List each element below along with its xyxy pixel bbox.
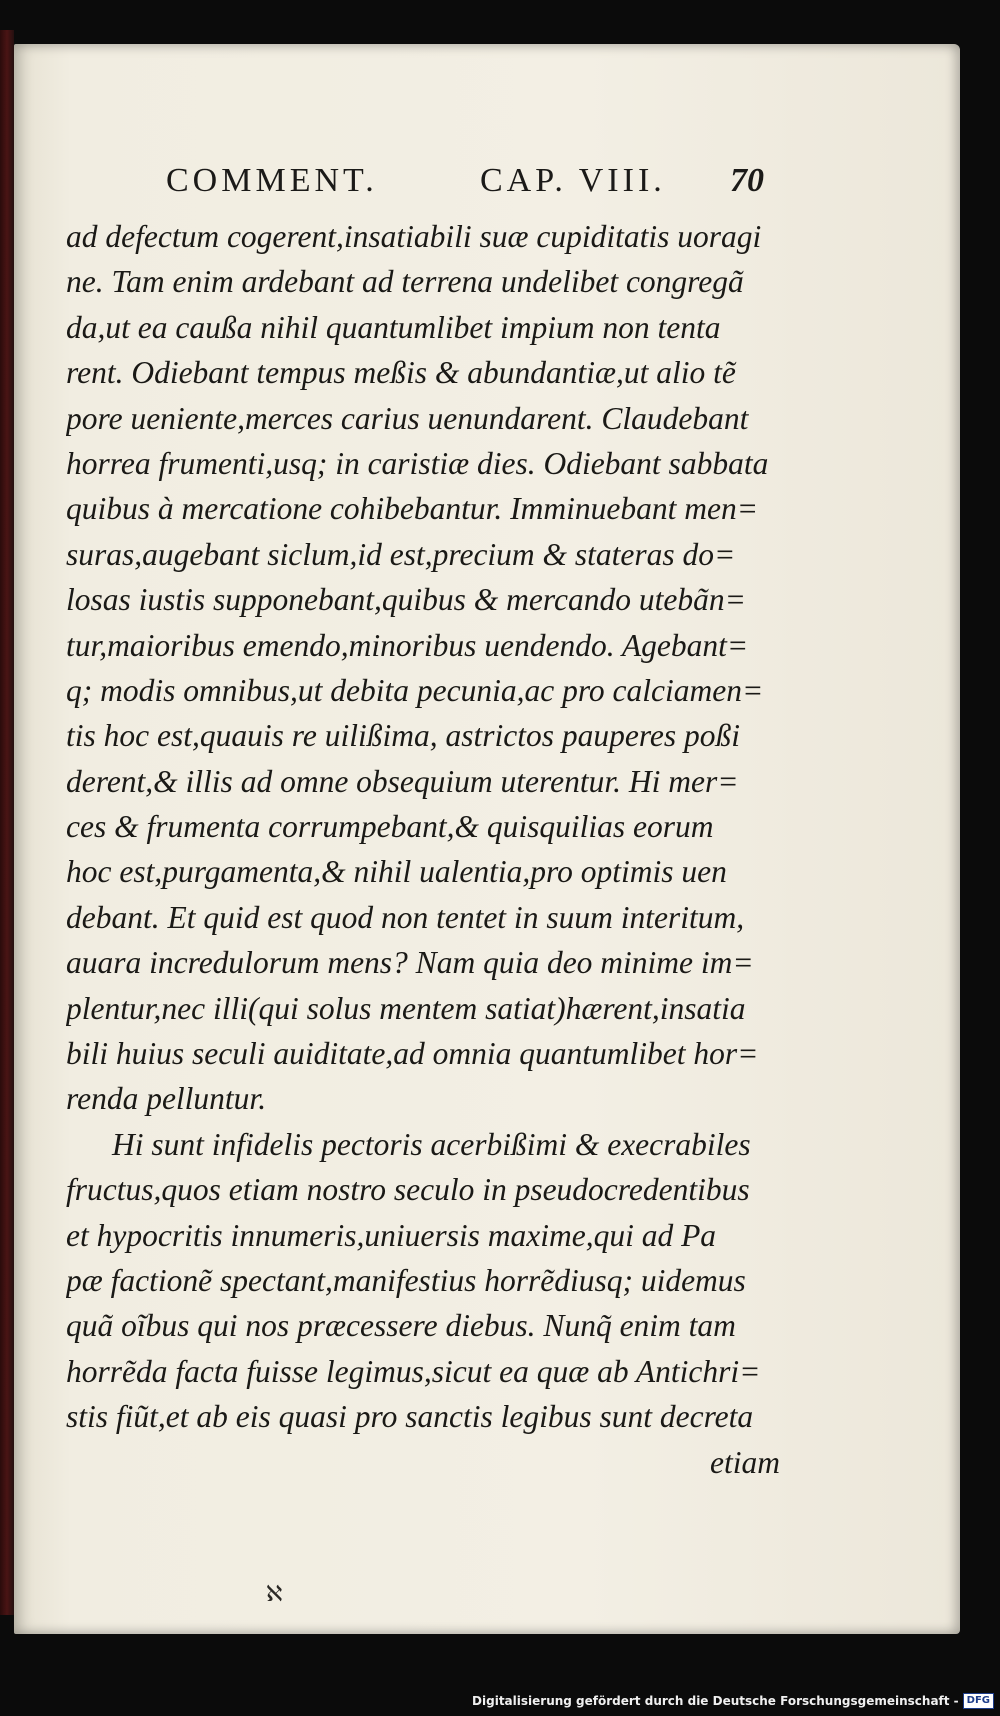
page-number: 70 [730, 162, 764, 199]
text-line: tur,maioribus emendo,minoribus uendendo. Agebant= [66, 627, 749, 663]
text-line: auara incredulorum mens? Nam quia deo minime im= [66, 945, 754, 981]
digitization-footer [472, 1692, 994, 1710]
text-line: ces & frumenta corrumpebant,& quisquilias eorum [66, 809, 714, 845]
page-body-text [66, 214, 786, 1485]
text-line: renda pelluntur. [66, 1081, 267, 1117]
running-head-title: COMMENT. [166, 162, 378, 199]
text-line: quã oĩbus qui nos præcessere diebus. Nunq̃ enim tam [66, 1308, 736, 1344]
text-line: pore ueniente,merces carius uenundarent. Claudebant [66, 400, 749, 436]
text-line: hoc est,purgamenta,& nihil ualentia,pro optimis uen [66, 854, 727, 890]
text-line: losas iustis supponebant,quibus & mercando utebãn= [66, 582, 746, 618]
text-line: stis fiũt,et ab eis quasi pro sanctis legibus sunt decreta [66, 1399, 754, 1435]
footer-credit-text: Digitalisierung gefördert durch die Deutsche Forschungsgemeinschaft - [472, 1694, 959, 1708]
text-line: horrẽda facta fuisse legimus,sicut ea quæ ab Antichri= [66, 1353, 761, 1389]
text-line: tis hoc est,quauis re uilißima, astrictos pauperes poßi [66, 718, 741, 754]
text-line: rent. Odiebant tempus meßis & abundantiæ,ut alio tẽ [66, 355, 736, 391]
catchword: etiam [710, 1444, 780, 1480]
text-line: pæ factionẽ spectant,manifestius horrẽdiusq; uidemus [66, 1262, 746, 1298]
paragraph-first-line: Hi sunt infidelis pectoris acerbißimi & execrabiles [112, 1126, 751, 1162]
text-line: derent,& illis ad omne obsequium uterentur. Hi mer= [66, 763, 739, 799]
running-head-chapter: CAP. VIII. [480, 162, 666, 199]
running-head [14, 162, 960, 208]
text-line: ne. Tam enim ardebant ad terrena undelibet congregã [66, 264, 744, 300]
text-line: plentur,nec illi(qui solus mentem satiat)hærent,insatia [66, 990, 746, 1026]
text-line: fructus,quos etiam nostro seculo in pseudocredentibus [66, 1172, 750, 1208]
text-line: quibus à mercatione cohibebantur. Imminuebant men= [66, 491, 758, 527]
text-line: et hypocritis innumeris,uniuersis maxime,qui ad Pa [66, 1217, 717, 1253]
text-line: q; modis omnibus,ut debita pecunia,ac pro calciamen= [66, 672, 764, 708]
text-line: da,ut ea caußa nihil quantumlibet impium non tenta [66, 309, 721, 345]
text-line: suras,augebant siclum,id est,precium & stateras do= [66, 536, 736, 572]
text-line: bili huius seculi auiditate,ad omnia quantumlibet hor= [66, 1036, 759, 1072]
dfg-logo: DFG [963, 1693, 994, 1709]
text-line: debant. Et quid est quod non tentet in suum interitum, [66, 899, 745, 935]
book-page [14, 44, 960, 1634]
text-line: horrea frumenti,usq; in caristiæ dies. Odiebant sabbata [66, 445, 769, 481]
text-line: ad defectum cogerent,insatiabili suæ cupiditatis uoragi [66, 219, 762, 254]
book-spine-edge [0, 30, 14, 1615]
signature-mark: ℵ [266, 1582, 283, 1607]
